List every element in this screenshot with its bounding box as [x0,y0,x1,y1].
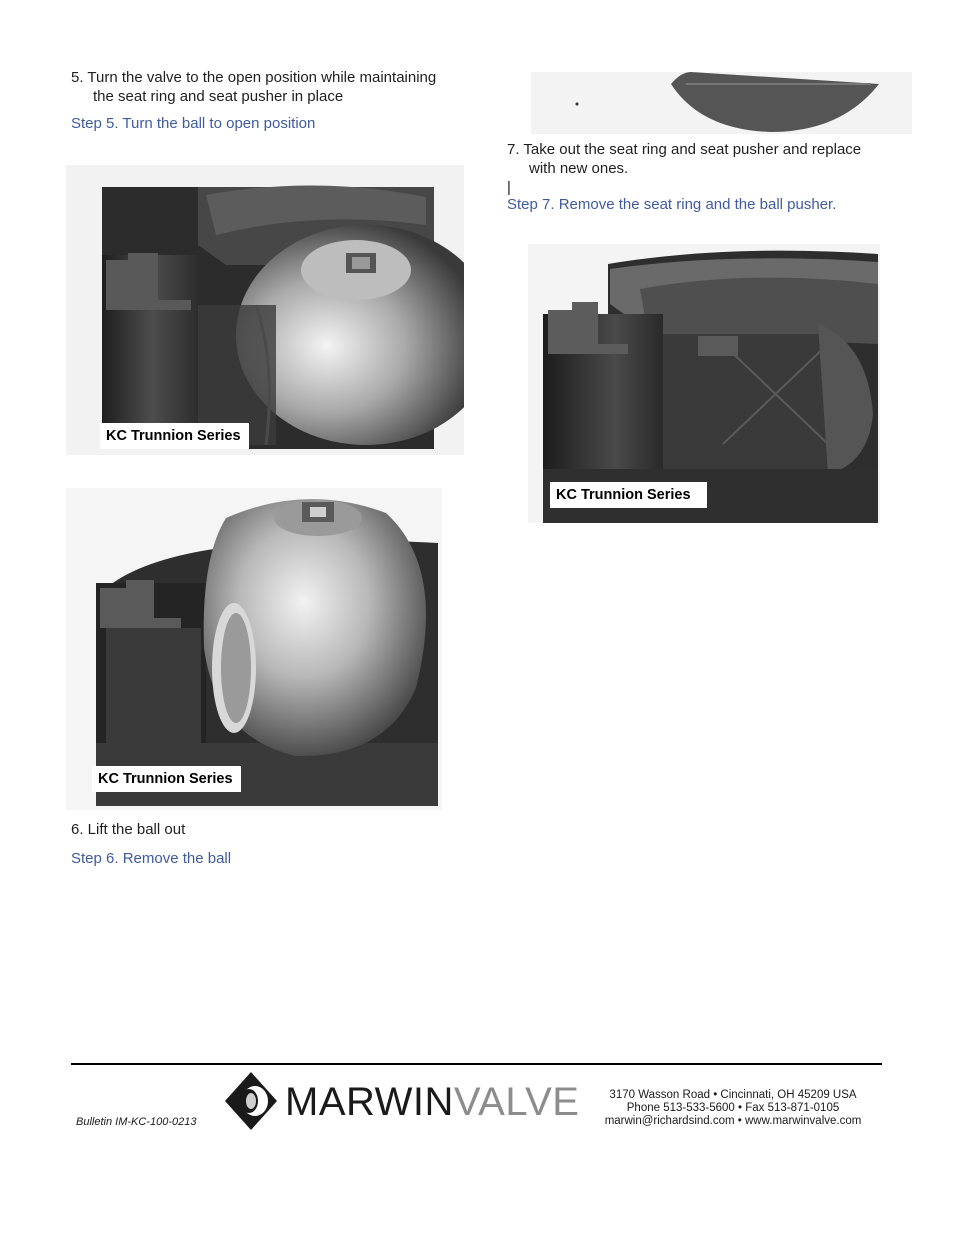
step-6-instruction: 6. Lift the ball out [71,821,186,838]
address-line-1: 3170 Wasson Road • Cincinnati, OH 45209 USA [609,1089,857,1101]
logo-text-valve: VALVE [453,1080,580,1124]
valve-cutaway-image-2 [66,488,442,810]
company-address-block [588,1089,878,1128]
step-7-line-1: 7. Take out the seat ring and seat pusher and replace [507,141,862,158]
step-6-caption: Step 6. Remove the ball [71,850,232,867]
step-7-instruction [507,140,907,178]
figure-3-label: KC Trunnion Series [550,482,707,508]
marwin-valve-logo [223,1070,580,1132]
step-5-instruction [71,68,491,106]
figure-2-label: KC Trunnion Series [92,766,241,792]
logo-wordmark [285,1082,579,1122]
figure-step-7-seat-ring-removal [528,244,880,523]
figure-1-label: KC Trunnion Series [100,423,249,449]
ball-bottom-image [531,72,912,134]
step-5-caption: Step 5. Turn the ball to open position [71,115,316,132]
step-7-line-2: with new ones. [529,160,629,177]
address-line-3: marwin@richardsind.com • www.marwinvalve.com [604,1115,862,1127]
bulletin-number: Bulletin IM-KC-100-0213 [76,1116,197,1128]
figure-step-5-valve-cutaway [66,165,464,455]
text-cursor-mark: | [507,179,511,196]
figure-partial-top [531,72,912,134]
figure-step-6-ball-removal [66,488,442,810]
step-5-line-1: 5. Turn the valve to the open position while maintaining [71,69,437,86]
valve-cutaway-image-1 [66,165,464,455]
step-7-caption: Step 7. Remove the seat ring and the ball pusher. [507,196,837,213]
logo-mark-icon [223,1070,279,1132]
address-line-2: Phone 513-533-5600 • Fax 513-871-0105 [626,1102,840,1114]
step-5-line-2: the seat ring and seat pusher in place [93,88,344,105]
logo-text-marwin: MARWIN [285,1080,454,1124]
footer-divider [71,1063,882,1065]
